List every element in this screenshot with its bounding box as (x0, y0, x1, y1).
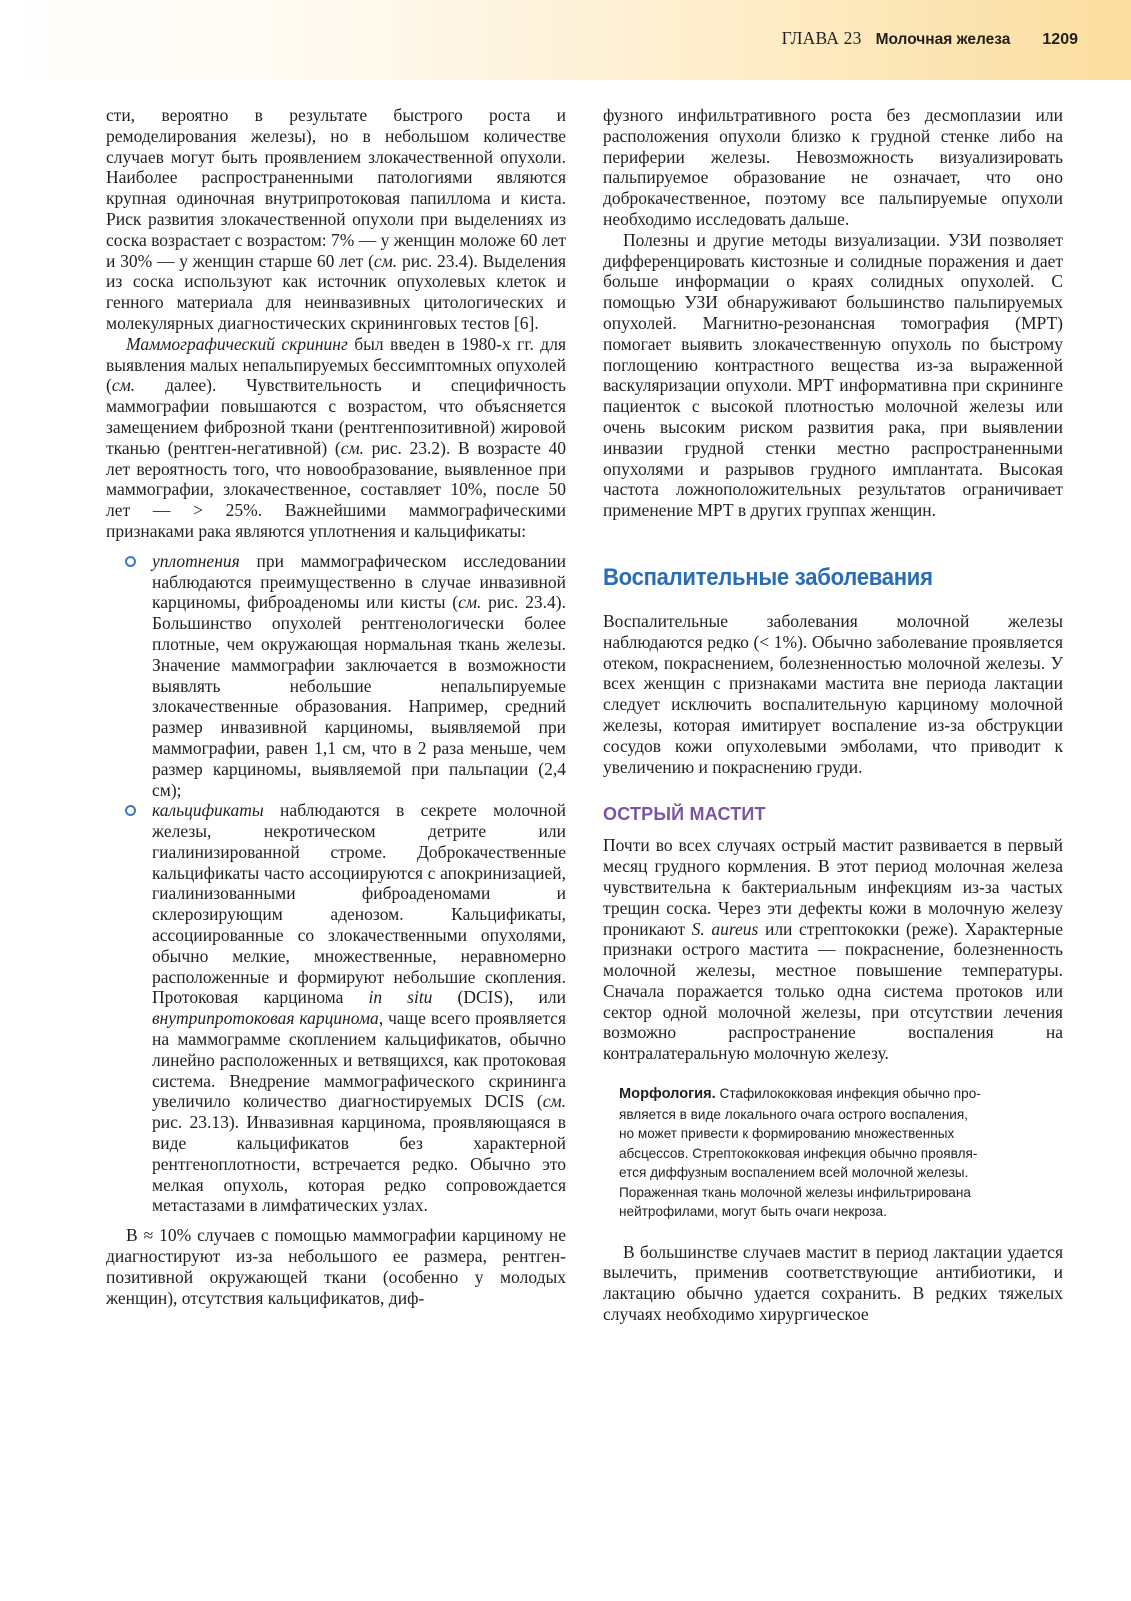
right-column (603, 105, 1063, 1325)
bullet-list (106, 551, 566, 1217)
morphology-label: Морфология. (619, 1086, 716, 1103)
paragraph: фузного инфильтративного роста без десмоплазии или расположения опухоли близко к грудной стенке либо на периферии железы. Невозможность визуализировать пальпируемое образование не означает, что оно доброкачественное, поэтому все пальпируемые опухоли необходимо исследовать дальше. (603, 105, 1063, 229)
left-column (106, 105, 566, 1308)
morphology-box: Морфология. Стафилококковая инфекция обычно про- является в виде локального очага острого воспаления, но может привести к формированию множественных абсцессов. Стрептококковая инфекция обычно проявля- ется диффузным воспалением всей молочной железы. Пораженная ткань молочной железы инфильтрирована нейтрофилами, могут быть очаги некроза. (619, 1086, 981, 1220)
list-item: кальцификаты наблюдаются в секрете молочной железы, некротическом детрите или гиалинизированной строме. Доброкачественные кальцификаты часто ассоциируются с апокринизацией, гиалинизованными фиброаденомами и склерозирующим аденозом. Кальцификаты, ассоциированные со злокачественными опухолями, обычно мелкие, множественные, неравномерно расположенные и формируют небольшие скопления. Протоковая карцинома in situ (DCIS), или внутрипротоковая карцинома, чаще всего проявляется на маммограмме скоплением кальцификатов, обычно линейно расположенных и ветвящихся, как протоковая система. Внедрение маммографического скрининга увеличило количество диагностируемых DCIS (см. рис. 23.13). Инвазивная карцинома, проявляющаяся в виде кальцификатов без характерной рентгеноплотности, встречается редко. Обычно это мелкая опухоль, которая редко сопровождается метастазами в лимфатических узлах. (152, 800, 566, 1216)
running-header (0, 0, 1131, 80)
organism-name: S. aureus (691, 918, 759, 939)
section-heading: Воспалительные заболевания (603, 563, 933, 591)
paragraph: Полезны и другие методы визуализации. УЗИ позволяет дифференцировать кистозные и солидные поражения и дает больше информации о краях солидных опухолей. С помощью УЗИ обнаруживают большинство пальпируемых опухолей. Магнитно-резонансная томография (МРТ) помогает выявить злокачественную опухоль по быстрому поглощению контрастного вещества из-за выраженной васкуляризации опухоли. МРТ информативна при скрининге пациенток с высокой плотностью молочной железы или очень высоким риском развития рака, при выявлении инвазии грудной стенки местно распространенными опухолями и разрывов грудного имплантата. Высокая частота ложноположительных результатов ограничивает применение МРТ в других группах женщин. (603, 229, 1063, 521)
chapter-title: Молочная железа (875, 31, 1011, 48)
paragraph: В большинстве случаев мастит в период лактации удается вылечить, применив соответствующие антибиотики, и лактацию обычно удается сохранить. В редких тяжелых случаях необходимо хирургическое (603, 1241, 1063, 1324)
paragraph: Воспалительные заболевания молочной железы наблюдаются редко (< 1%). Обычно заболевание проявляется отеком, покраснением, болезненностью молочной железы. У всех женщин с признаками мастита вне периода лактации следует исключить воспалительную карциному молочной железы, которая имитирует воспаление из-за обструкции сосудов кожи опухолевыми эмболами, что приводит к увеличению и покраснению груди. (603, 610, 1063, 777)
paragraph: Почти во всех случаях острый мастит развивается в первый месяц грудного кормления. В этот период молочная железа чувствительна к бактериальным инфекциям из-за частых трещин соска. Через эти дефекты кожи в молочную железу проникают S. aureus или стрептококки (реже). Характерные признаки острого мастита — покраснение, болезненность молочной железы, местное повышение температуры. Сначала поражается только одна система протоков или сектор одной молочной железы, при отсутствии лечения возможно распространение воспаления на контралатеральную молочную железу. (603, 835, 1063, 1064)
list-item: уплотнения при маммографическом исследовании наблюдаются преимущественно в случае инвазивной карциномы, фиброаденомы или кисты (см. рис. 23.4). Большинство опухолей рентгенологически более плотные, чем окружающая нормальная ткань железы. Значение маммографии заключается в возможности выявлять небольшие непальпируемые злокачественные образования. Например, средний размер инвазивной карциномы, выявляемой при маммографии, равен 1,1 см, что в 2 раза меньше, чем размер карциномы, выявляемой при пальпации (2,4 см); (152, 551, 566, 801)
paragraph: В ≈ 10% случаев с помощью маммографии карциному не диагностируют из-за небольшого ее размера, рентген-позитивной окружающей ткани (особенно у молодых женщин), отсутствия кальцификатов, диф- (106, 1225, 566, 1308)
bullet-circle-icon (125, 556, 136, 567)
page-number: 1209 (1042, 31, 1078, 48)
paragraph: сти, вероятно в результате быстрого роста и ремоделирования железы), но в небольшом количестве случаев могут быть проявлением злокачественной опухоли. Наиболее распространенными патологиями являются крупная одиночная внутрипротоковая папиллома и киста. Риск развития злокачественной опухоли при выделениях из соска возрастает с возрастом: 7% — у женщин моложе 60 лет и 30% — у женщин старше 60 лет (см. рис. 23.4). Выделения из соска используют как источник опухолевых клеток и генного материала для неинвазивных цитологических и молекулярных диагностических скрининговых тестов [6]. (106, 105, 566, 333)
chapter-label: ГЛАВА 23 (781, 28, 862, 48)
sub-heading: ОСТРЫЙ МАСТИТ (603, 804, 766, 825)
paragraph-screening: Маммографический скрининг был введен в 1980-х гг. для выявления малых непальпируемых бессимптомных опухолей (см. далее). Чувствительность и специфичность маммографии повышаются с возрастом, что объясняется замещением фиброзной ткани (рентгенпозитивной) жировой тканью (рентген-негативной) (см. рис. 23.2). В возрасте 40 лет вероятность того, что новообразование, выявленное при маммографии, злокачественное, составляет 10%, после 50 лет — > 25%. Важнейшими маммографическими признаками рака являются уплотнения и кальцификаты: (106, 333, 567, 541)
header-line (782, 28, 1078, 49)
term-mammographic-screening: Маммографический скрининг (126, 333, 348, 354)
bullet-circle-icon (125, 805, 136, 816)
